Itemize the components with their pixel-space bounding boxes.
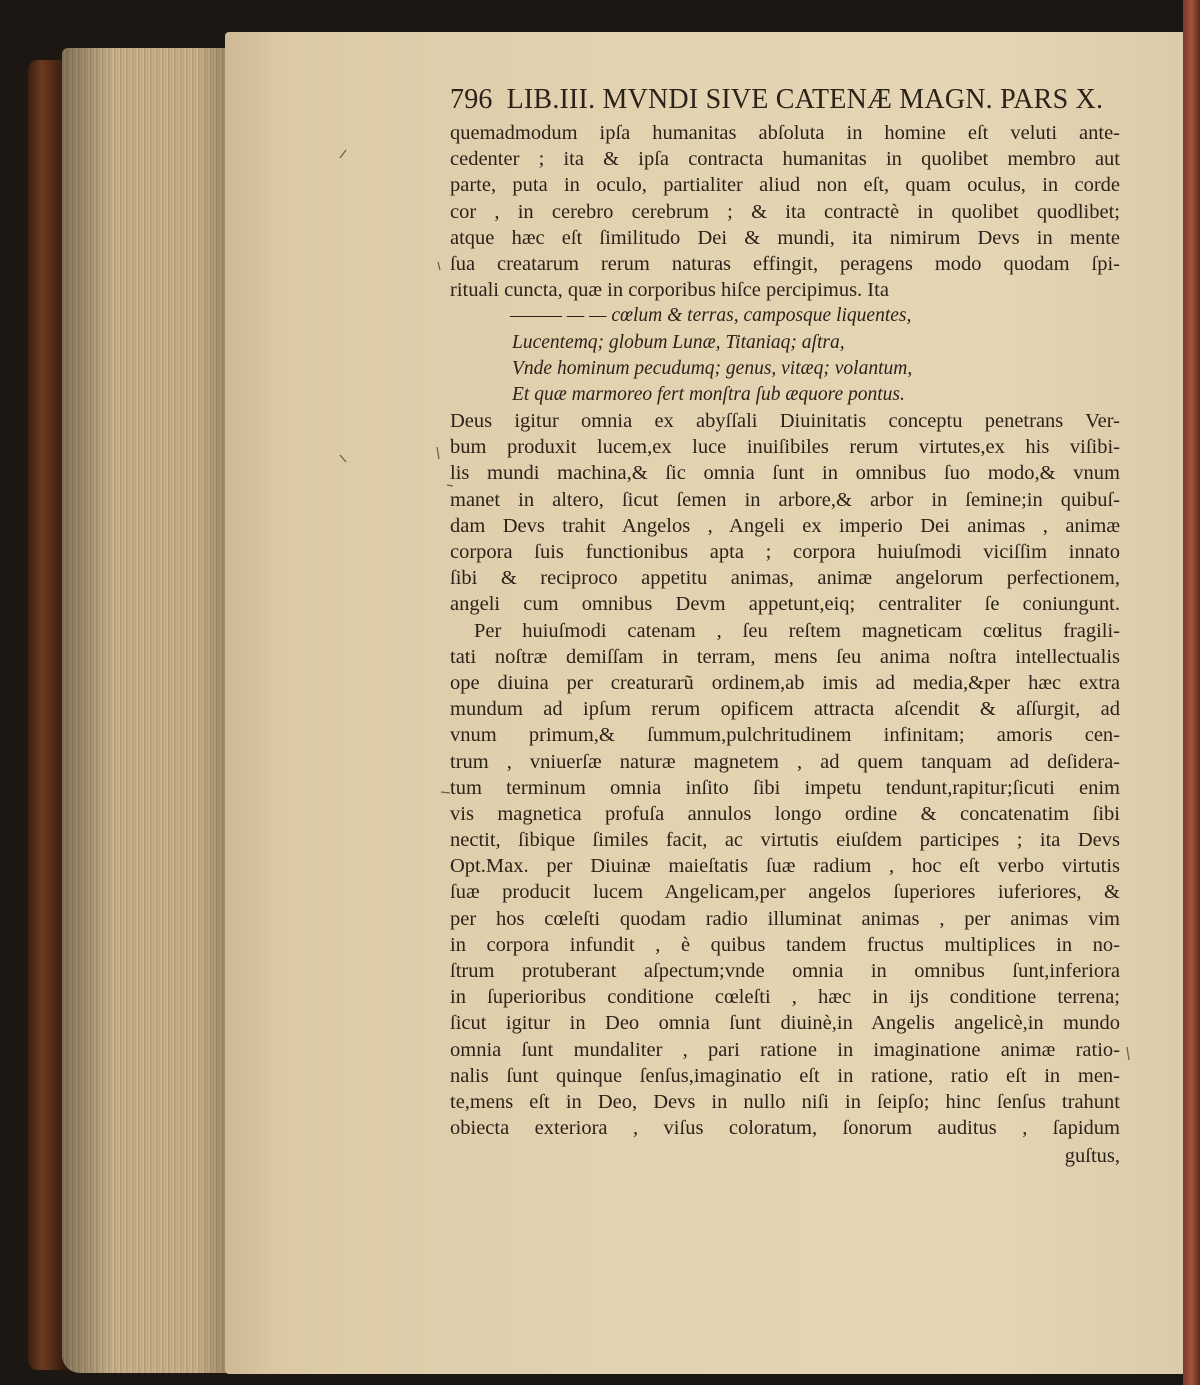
text-line: parte, puta in oculo, partialiter aliud non eſt, quam oculus, in corde xyxy=(450,174,1120,197)
verse-line: Lucentemq; globum Lunæ, Titaniaq; aſtra, xyxy=(512,331,845,353)
text-line: obiecta exteriora , viſus coloratum, ſonorum auditus , ſapidum xyxy=(450,1117,1120,1140)
text-line: quemadmodum ipſa humanitas abſoluta in homine eſt veluti ante- xyxy=(450,122,1120,144)
page-number: 796 xyxy=(450,84,493,115)
text-line: Deus igitur omnia ex abyſſali Diuinitatis conceptu penetrans Ver- xyxy=(450,410,1120,433)
catchword: guſtus, xyxy=(1064,1145,1120,1168)
text-line: Opt.Max. per Diuinæ maieſtatis ſuæ radium , hoc eſt verbo virtutis xyxy=(450,855,1120,878)
text-line: ſuæ producit lucem Angelicam,per angelos ſuperiores iuferiores, & xyxy=(450,881,1120,904)
text-line: rituali cuncta, quæ in corporibus hiſce percipimus. Ita xyxy=(450,279,889,302)
opposite-cover-edge xyxy=(1183,0,1200,1385)
text-line: te,mens eſt in Deo, Devs in nullo niſi in ſeipſo; hinc ſenſus trahunt xyxy=(450,1090,1120,1113)
text-line: per hos cœleſti quodam radio illuminat animas , per animas vim xyxy=(450,907,1120,930)
text-line: cedenter ; ita & ipſa contracta humanitas in quolibet membro aut xyxy=(450,148,1120,171)
running-header xyxy=(450,80,1120,120)
text-line: lis mundi machina,& ſic omnia ſunt in omnibus ſuo modo,& vnum xyxy=(450,462,1120,485)
text-line: ſua creatarum rerum naturas effingit, peragens modo quodam ſpi- xyxy=(450,252,1120,275)
text-line: tum terminum omnia inſito ſibi impetu tendunt,rapitur;ſicuti enim xyxy=(450,776,1120,799)
text-line: ſicut igitur in Deo omnia ſunt diuinè,in Angelis angelicè,in mundo xyxy=(450,1012,1120,1035)
text-line: vnum primum,& ſummum,pulchritudinem infinitam; amoris cen- xyxy=(450,724,1120,747)
text-line: nectit, ſibique ſimiles facit, ac virtutis eiuſdem participes ; ita Devs xyxy=(450,829,1120,852)
paragraph-3 xyxy=(450,618,1120,1142)
text-line: manet in altero, ſicut ſemen in arbore,& arbor in ſemine;in quibuſ- xyxy=(450,488,1120,511)
text-line: in corpora infundit , è quibus tandem fructus multiplices in no- xyxy=(450,933,1120,956)
text-line: angeli cum omnibus Devm appetunt,eiq; centraliter ſe coniungunt. xyxy=(450,593,1120,616)
text-line: trum , vniuerſæ naturæ magnetem , ad quem tanquam ad deſidera- xyxy=(450,750,1120,773)
text-line: cor , in cerebro cerebrum ; & ita contractè in quolibet quodlibet; xyxy=(450,200,1120,223)
text-line: atque hæc eſt ſimilitudo Dei & mundi, ita nimirum Devs in mente xyxy=(450,226,1120,249)
page-text-block xyxy=(450,80,1120,1171)
text-line: omnia ſunt mundaliter , pari ratione in imaginatione animæ ratio- xyxy=(450,1038,1120,1061)
verse-line: Et quæ marmoreo fert monſtra ſub æquore pontus. xyxy=(512,383,905,405)
text-line: ope diuina per creaturarũ ordinem,ab imis ad media,&per hæc extra xyxy=(450,671,1120,694)
text-line: mundum ad ipſum rerum opificem attracta aſcendit & aſſurgit, ad xyxy=(450,698,1120,721)
fore-edge-shading xyxy=(62,48,232,1373)
text-line: ſtrum protuberant aſpectum;vnde omnia in omnibus ſunt,inferiora xyxy=(450,960,1120,982)
text-line: Per huiuſmodi catenam , ſeu reſtem magneticam cœlitus fragili- xyxy=(474,619,1120,642)
running-title: LIB.III. MVNDI SIVE CATENÆ MAGN. PARS X. xyxy=(506,84,1104,115)
text-line: tati noſtræ demiſſam in terram, mens ſeu anima noſtra intellectualis xyxy=(450,645,1120,668)
text-line: bum produxit lucem,ex luce inuiſibiles rerum virtutes,ex his viſibi- xyxy=(450,436,1120,459)
paragraph-1 xyxy=(450,120,1120,303)
text-line: nalis ſunt quinque ſenſus,imaginatio eſt in ratione, ratio eſt in men- xyxy=(450,1064,1120,1087)
verse-quotation xyxy=(450,303,1120,408)
text-line: corpora ſuis functionibus apta ; corpora huiuſmodi viciſſim innato xyxy=(450,541,1120,563)
text-line: ſibi & reciproco appetitu animas, animæ angelorum perfectionem, xyxy=(450,567,1120,590)
text-line: vis magnetica profuſa annulos longo ordine & concatenatim ſibi xyxy=(450,802,1120,825)
paragraph-2 xyxy=(450,408,1120,618)
text-line: in ſuperioribus conditione cœleſti , hæc in ijs conditione terrena; xyxy=(450,986,1120,1009)
verse-line: Vnde hominum pecudumq; genus, vitæq; volantum, xyxy=(512,357,913,379)
text-line: dam Devs trahit Angelos , Angeli ex imperio Dei animas , animæ xyxy=(450,514,1120,537)
verse-line: ——— — — cœlum & terras, camposque liquentes, xyxy=(510,305,912,327)
